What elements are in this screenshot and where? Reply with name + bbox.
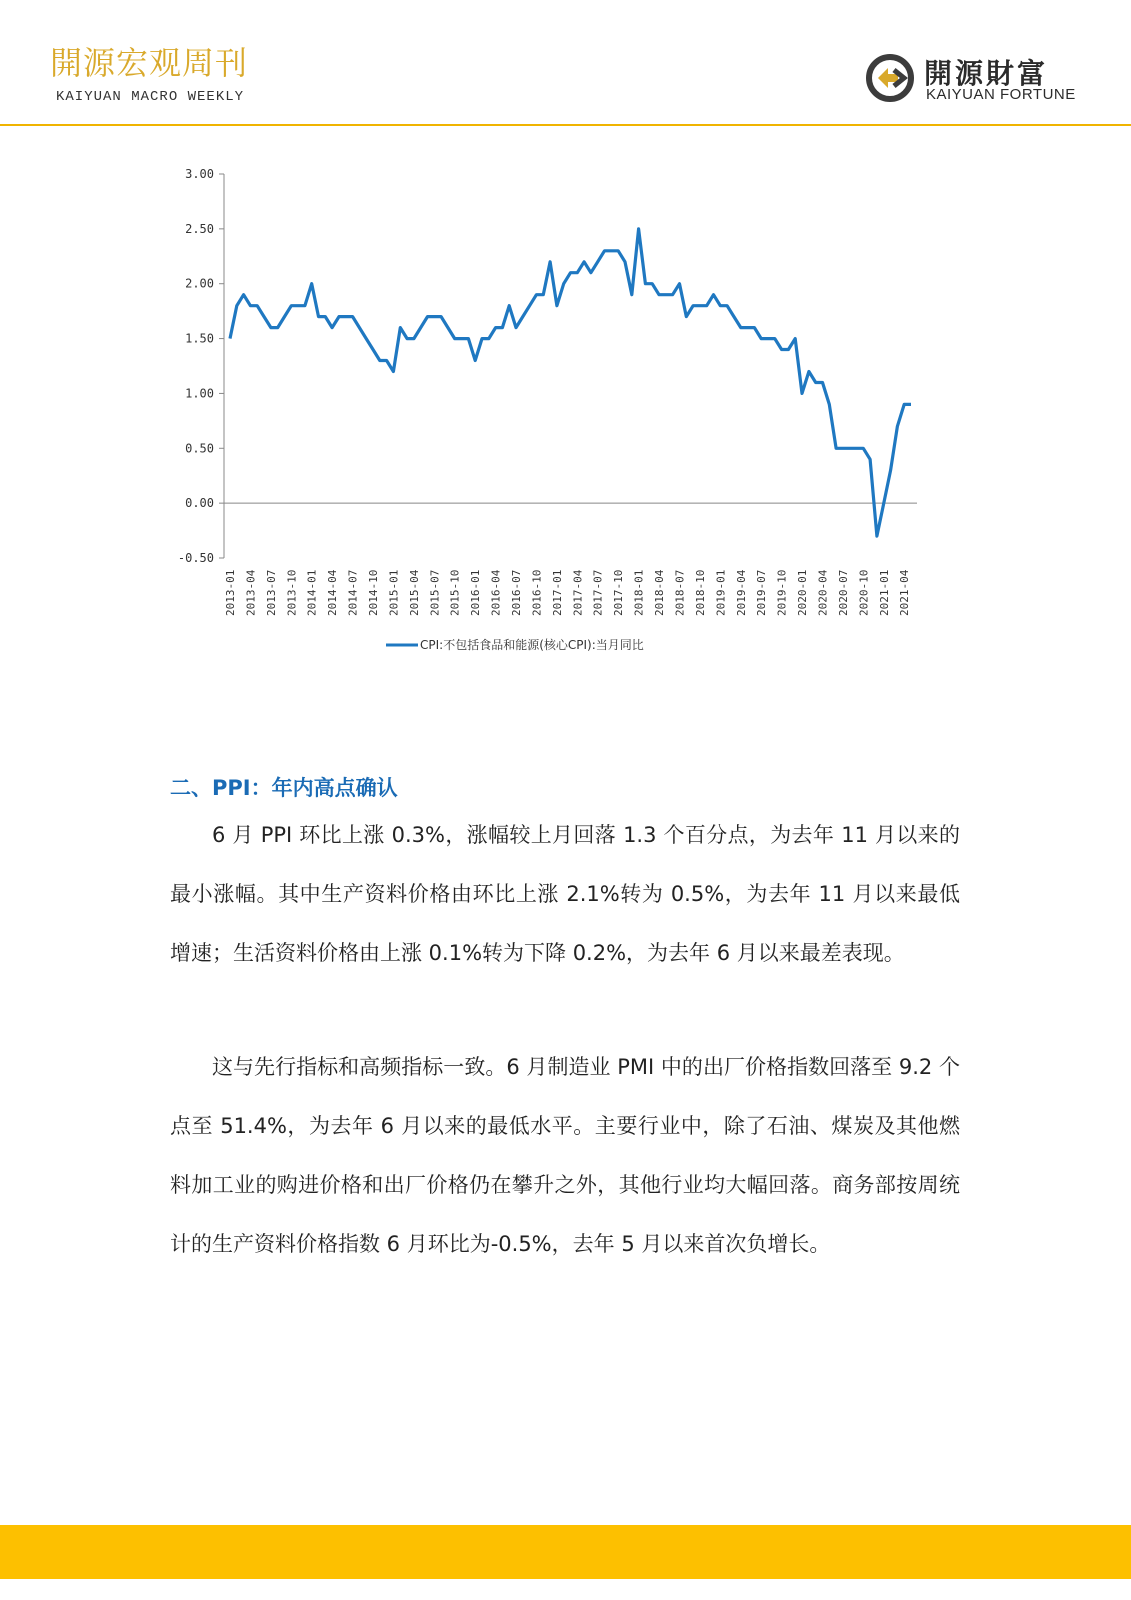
x-tick-label: 2017-07 [591, 569, 605, 616]
header-rule [0, 124, 1131, 126]
x-tick-label: 2018-07 [673, 569, 687, 616]
series-line-core-cpi [230, 229, 911, 536]
x-tick-label: 2013-01 [224, 569, 237, 616]
paragraph-1: 6 月 PPI 环比上涨 0.3%，涨幅较上月回落 1.3 个百分点，为去年 11 月以来的最小涨幅。其中生产资料价格由环比上涨 2.1%转为 0.5%，为去年 11 月以来最低增速；生活资料价格由上涨 0.1%转为下降 0.2%，为去年 6 月以来最差表现。 [170, 823, 960, 965]
x-tick-label: 2019-04 [734, 569, 748, 616]
chart-svg [172, 158, 952, 678]
x-tick-label: 2019-10 [775, 569, 789, 616]
x-tick-label: 2017-04 [571, 569, 585, 616]
logo-name-cn: 開源財富 [924, 57, 1049, 90]
chart-legend [386, 637, 644, 652]
y-tick-label: 2.50 [185, 221, 214, 236]
x-tick-label: 2014-07 [346, 569, 360, 616]
y-tick-label: 1.50 [185, 331, 214, 346]
x-tick-label: 2020-04 [816, 569, 830, 616]
paragraph-2: 这与先行指标和高频指标一致。6 月制造业 PMI 中的出厂价格指数回落至 9.2 个点至 51.4%，为去年 6 月以来的最低水平。主要行业中，除了石油、煤炭及其他燃料加工业的购进价格和出厂价格仍在攀升之外，其他行业均大幅回落。商务部按周统计的生产资料价格指数 6 月环比为-0.5%，去年 5 月以来首次负增长。 [170, 1055, 960, 1256]
publication-title: 開源宏观周刊 [50, 44, 249, 82]
x-tick-label: 2014-10 [367, 569, 381, 616]
x-tick-label: 2020-01 [796, 569, 810, 616]
page-header [0, 0, 1131, 126]
x-tick-label: 2015-10 [448, 569, 462, 616]
x-tick-label: 2018-01 [632, 569, 646, 616]
x-tick-label: 2015-04 [407, 569, 421, 616]
x-tick-label: 2013-07 [264, 569, 278, 616]
company-logo [864, 52, 1084, 106]
x-tick-label: 2015-01 [387, 569, 401, 616]
x-axis [224, 503, 917, 616]
logo-mark-icon [864, 52, 916, 104]
x-tick-label: 2021-04 [898, 569, 912, 616]
publication-subtitle: KAIYUAN MACRO WEEKLY [56, 89, 245, 105]
x-tick-label: 2017-01 [550, 569, 564, 616]
y-axis [178, 167, 224, 565]
x-tick-label: 2015-07 [428, 569, 442, 616]
logo-name-en: KAIYUAN FORTUNE [926, 86, 1076, 103]
y-tick-label: 2.00 [185, 276, 214, 291]
x-tick-label: 2018-10 [693, 569, 707, 616]
core-cpi-chart [172, 158, 952, 678]
y-tick-label: 1.00 [185, 386, 214, 401]
x-tick-label: 2013-04 [244, 569, 258, 616]
footer-bar [0, 1525, 1131, 1579]
x-tick-label: 2016-10 [530, 569, 544, 616]
x-tick-label: 2017-10 [612, 569, 626, 616]
y-tick-label: 0.00 [185, 496, 214, 511]
x-tick-label: 2019-01 [714, 569, 728, 616]
x-tick-label: 2014-01 [305, 569, 319, 616]
x-tick-label: 2019-07 [755, 569, 769, 616]
x-tick-label: 2018-04 [653, 569, 667, 616]
x-tick-label: 2016-07 [510, 569, 524, 616]
x-tick-label: 2014-04 [326, 569, 340, 616]
x-tick-label: 2020-10 [857, 569, 871, 616]
y-tick-label: 3.00 [185, 167, 214, 181]
section-title: 二、PPI：年内高点确认 [170, 776, 398, 800]
y-tick-label: 0.50 [185, 441, 214, 456]
x-tick-label: 2016-04 [489, 569, 503, 616]
x-tick-label: 2021-01 [877, 569, 891, 616]
x-tick-label: 2020-07 [836, 569, 850, 616]
x-tick-label: 2016-01 [469, 569, 483, 616]
legend-label: CPI:不包括食品和能源(核心CPI):当月同比 [420, 638, 644, 652]
y-tick-label: -0.50 [177, 551, 214, 565]
x-tick-label: 2013-10 [285, 569, 299, 616]
